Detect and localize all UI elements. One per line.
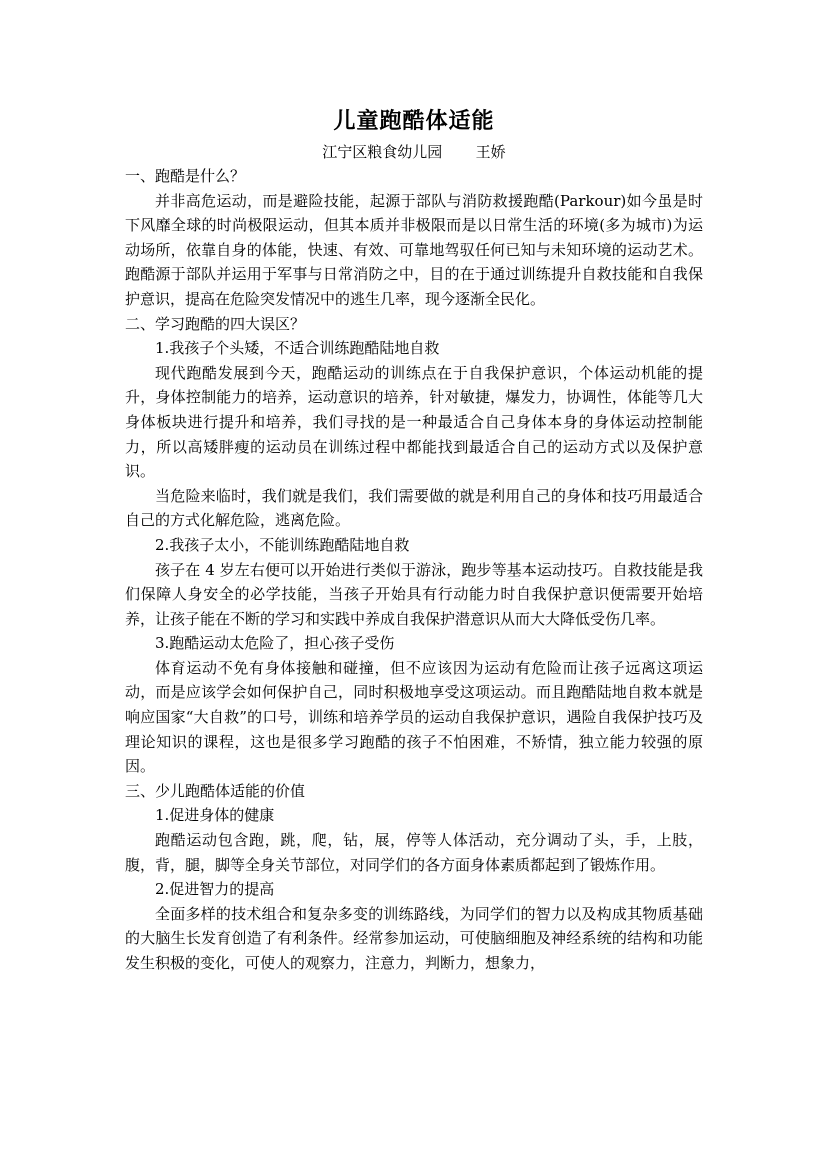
subsection-heading: 1.我孩子个头矮，不适合训练跑酷陆地自救	[155, 339, 440, 358]
document-title: 儿童跑酷体适能	[333, 108, 495, 134]
paragraph: 体育运动不免有身体接触和碰撞，但不应该因为运动有危险而让孩子远离这项运动，而是应该学会如何保护自己，同时积极地享受这项运动。而且跑酷陆地自救本就是响应国家“大自救”的口号，训练和培养学员的运动自我保护意识，遇险自我保护技巧及理论知识的课程，这也是很多学习跑酷的孩子不怕困难，不矫情，独立能力较强的原因。	[125, 658, 703, 776]
paragraph: 孩子在 4 岁左右便可以开始进行类似于游泳，跑步等基本运动技巧。自救技能是我们保障人身安全的必学技能，当孩子开始具有行动能力时自我保护意识便需要开始培养，让孩子能在不断的学习和实践中养成自我保护潜意识从而大大降低受伤几率。	[125, 560, 703, 628]
paragraph: 全面多样的技术组合和复杂多变的训练路线，为同学们的智力以及构成其物质基础的大脑生长发育创造了有利条件。经常参加运动，可使脑细胞及神经系统的结构和功能发生积极的变化，可使人的观察力，注意力，判断力，想象力，	[125, 904, 703, 972]
section-heading: 一、跑酷是什么？	[125, 167, 246, 185]
paragraph: 跑酷运动包含跑，跳，爬，钻，展，停等人体活动，充分调动了头，手，上肢， 腹，背，腿，脚等全身关节部位，对同学们的各方面身体素质都起到了锻炼作用。	[125, 831, 703, 874]
subsection-heading: 3.跑酷运动太危险了，担心孩子受伤	[155, 634, 395, 653]
paragraph: 并非高危运动，而是避险技能，起源于部队与消防救援跑酷(Parkour)如今虽是时下风靡全球的时尚极限运动，但其本质并非极限而是以日常生活的环境(多为城市)为运动场所，依靠自身的体能，快速、有效、可靠地驾驭任何已知与未知环境的运动艺术。跑酷源于部队并运用于军事与日常消防之中，目的在于通过训练提升自救技能和自我保护意识，提高在危险突发情况中的逃生几率，现今逐渐全民化。	[125, 191, 703, 308]
subsection-heading: 2.促进智力的提高	[155, 880, 275, 899]
section-heading: 二、学习跑酷的四大误区？	[125, 314, 306, 333]
paragraph: 当危险来临时，我们就是我们，我们需要做的就是利用自己的身体和技巧用最适合自己的方式化解危险，逃离危险。	[125, 486, 703, 530]
section-heading: 三、少儿跑酷体适能的价值	[125, 781, 306, 800]
subsection-heading: 2.我孩子太小，不能训练跑酷陆地自救	[155, 535, 410, 554]
paragraph: 现代跑酷发展到今天，跑酷运动的训练点在于自我保护意识，个体运动机能的提升，身体控制能力的培养，运动意识的培养，针对敏捷，爆发力，协调性，体能等几大身体板块进行提升和培养，我们寻找的是一种最适合自己身体本身的身体运动控制能力，所以高矮胖瘦的运动员在训练过程中都能找到最适合自己的运动方式以及保护意识。	[125, 363, 703, 481]
author-byline: 江宁区粮食幼儿园 王娇	[322, 143, 506, 161]
document-page	[125, 106, 703, 976]
subsection-heading: 1.促进身体的健康	[155, 806, 275, 825]
